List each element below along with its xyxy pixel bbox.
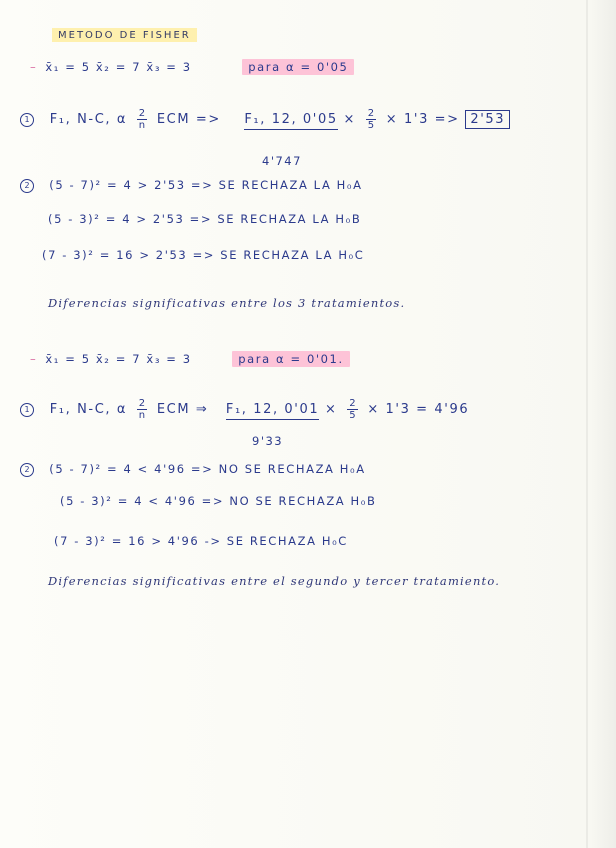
comparison-row-1b <box>20 462 366 477</box>
step-number: 1 <box>20 113 34 127</box>
comparison-row-2b <box>60 494 376 508</box>
means-line-2: – x̄₁ = 5 x̄₂ = 7 x̄₃ = 3 para α = 0'01. <box>30 352 350 366</box>
fraction-2-5: $\frac{2}{5}$ <box>367 108 375 131</box>
under-value: 4'747 <box>262 154 302 168</box>
f-value: F₁, 12, 0'05 <box>244 112 337 130</box>
times-sign: × <box>324 402 338 417</box>
fraction: $\frac{2}{n}$ <box>138 398 146 421</box>
fraction-2-5: $\frac{2}{5}$ <box>349 398 356 421</box>
conclusion-2: Diferencias significativas entre el segundo y tercer tratamiento. <box>48 574 501 588</box>
alpha-label: para α = 0'05 <box>242 59 354 75</box>
comparison-row-3 <box>42 248 364 262</box>
ecm-label: ECM ⇒ <box>156 402 209 417</box>
fraction: $\frac{2}{n}$ <box>138 108 146 131</box>
under-value: 9'33 <box>252 434 284 448</box>
alpha-label: para α = 0'01. <box>232 351 349 367</box>
means-values: x̄₁ = 5 x̄₂ = 7 x̄₃ = 3 <box>45 352 192 366</box>
step1-prefix: F₁, N-C, α <box>49 112 128 127</box>
comparison-row-3b <box>54 534 348 548</box>
comparison-text: (5 - 7)² = 4 > 2'53 => SE RECHAZA LA H₀A <box>49 178 363 192</box>
f-value: F₁, 12, 0'01 <box>226 402 319 420</box>
step1-line-1 <box>20 108 510 131</box>
comparison-text: (7 - 3)² = 16 > 2'53 => SE RECHAZA LA H₀C <box>42 248 365 262</box>
comparison-text: (5 - 3)² = 4 > 2'53 => SE RECHAZA LA H₀B <box>48 212 362 226</box>
comparison-text: (5 - 3)² = 4 < 4'96 => NO SE RECHAZA H₀B <box>60 494 377 508</box>
page-edge-shadow <box>590 0 616 848</box>
means-values: x̄₁ = 5 x̄₂ = 7 x̄₃ = 3 <box>45 60 192 74</box>
step-number: 2 <box>20 179 34 193</box>
ecm-label: ECM => <box>156 112 221 127</box>
page-fold-line <box>586 0 588 848</box>
page-title: METODO DE FISHER <box>52 28 197 42</box>
conclusion-1: Diferencias significativas entre los 3 tratamientos. <box>48 296 406 310</box>
comparison-text: (7 - 3)² = 16 > 4'96 -> SE RECHAZA H₀C <box>54 534 348 548</box>
step1-prefix: F₁, N-C, α <box>49 402 128 417</box>
step1-rest: × 1'3 = 4'96 <box>367 402 470 417</box>
step-number: 1 <box>20 403 34 417</box>
comparison-row-2 <box>48 212 361 226</box>
step-number: 2 <box>20 463 34 477</box>
means-line-1: – x̄₁ = 5 x̄₂ = 7 x̄₃ = 3 para α = 0'05 <box>30 60 354 74</box>
step1-rest: × 1'3 => <box>385 112 460 127</box>
comparison-row-1 <box>20 178 363 193</box>
times-sign: × <box>343 112 356 127</box>
step1-line-2 <box>20 398 469 421</box>
boxed-result: 2'53 <box>465 110 510 129</box>
comparison-text: (5 - 7)² = 4 < 4'96 => NO SE RECHAZA H₀A <box>49 462 366 476</box>
